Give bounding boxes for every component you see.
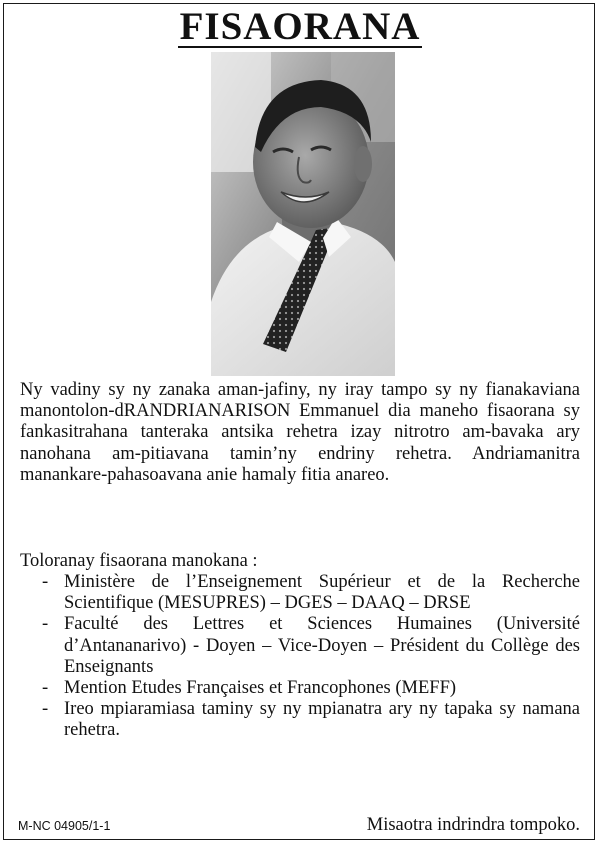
closing-line: Misaotra indrindra tompoko. (366, 815, 580, 835)
notice-title: FISAORANA (179, 5, 421, 48)
list-item-text: Mention Etudes Françaises et Francophones (MEFF) (64, 678, 457, 699)
reference-code: M-NC 04905/1-1 (18, 819, 111, 833)
list-item-text: Ireo mpiaramiasa taminy sy ny mpianatra ary ny tapaka sy namana rehetra. (64, 699, 580, 741)
list-dash: - (42, 572, 49, 592)
list-item (42, 572, 580, 614)
portrait-photo (211, 52, 395, 376)
thanks-paragraph: Ny vadiny sy ny zanaka aman-jafiny, ny iray tampo sy ny fianakaviana manontolon-dRANDRIANARISON Emmanuel dia maneho fisaorana sy fankasitrahana tanteraka antsika rehetra izay nitrotro am-bavaka ary nanohana am-pitiavana tamin’ny endriny rehetra. Andriamanitra manankare-pahasoavana anie hamaly fitia anareo. (20, 380, 580, 485)
list-item-text: Ministère de l’Enseignement Supérieur et de la Recherche Scientifique (MESUPRES) – DGES – DAAQ – DRSE (64, 572, 580, 614)
list-dash: - (42, 614, 49, 635)
acknowledgement-list (42, 572, 580, 742)
list-dash: - (42, 699, 49, 720)
title-wrapper (0, 5, 600, 48)
list-item (42, 614, 580, 678)
list-item (42, 699, 580, 741)
list-item (42, 678, 580, 699)
list-intro: Toloranay fisaorana manokana : (20, 551, 258, 571)
list-item-text: Faculté des Lettres et Sciences Humaines (Université d’Antananarivo) - Doyen – Vice-Doyen – Président du Collège des Enseignants (64, 614, 580, 677)
list-dash: - (42, 678, 49, 699)
